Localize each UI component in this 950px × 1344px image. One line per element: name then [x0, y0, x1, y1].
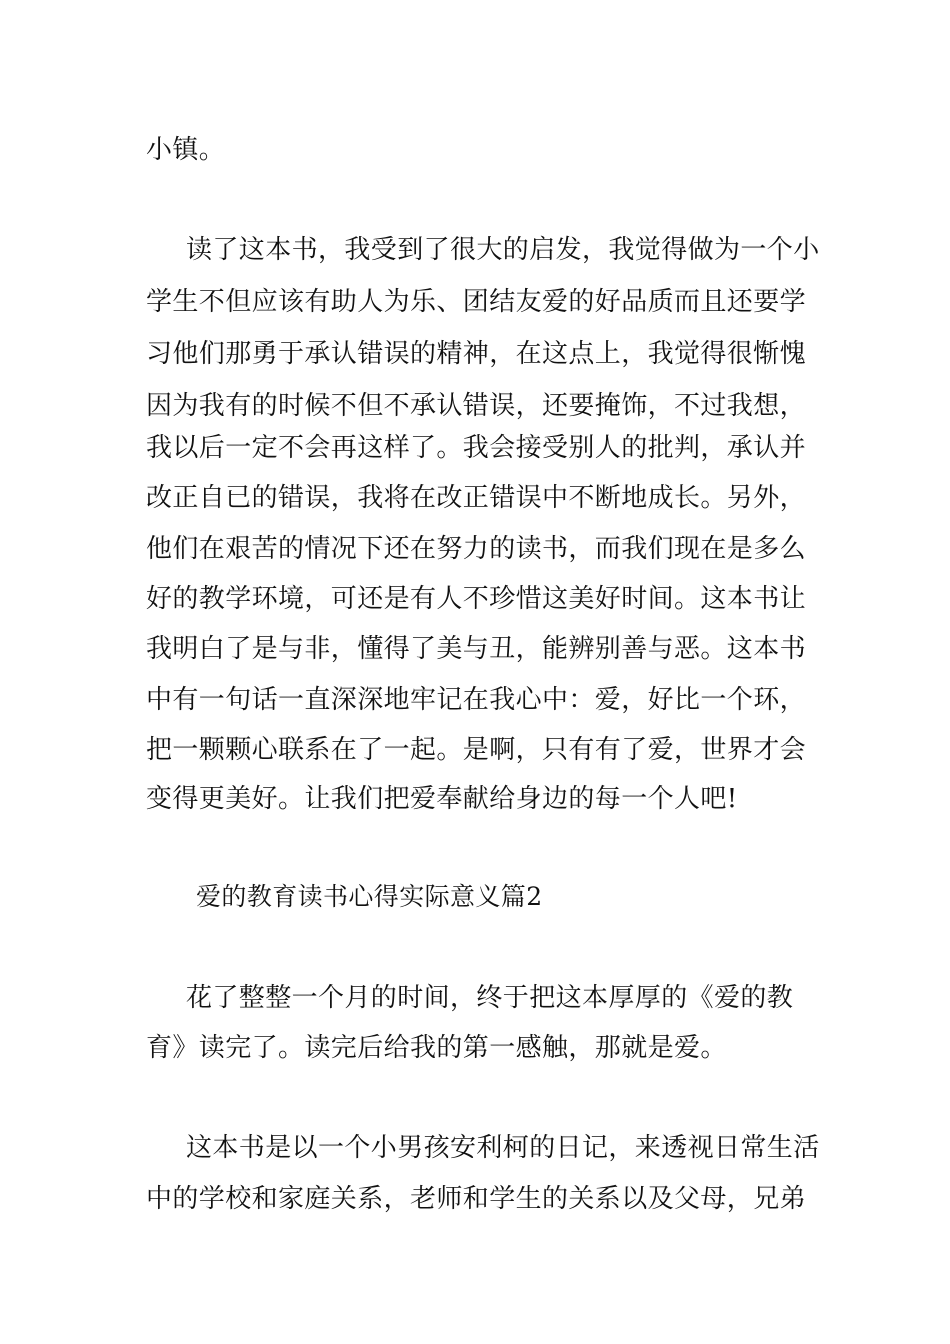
paragraph-1-line: 因为我有的时候不但不承认错误，还要掩饰，不过我想， — [146, 391, 807, 421]
paragraph-1-line: 改正自已的错误，我将在改正错误中不断地成长。另外， — [146, 483, 807, 513]
paragraph-1-line: 读了这本书，我受到了很大的启发，我觉得做为一个小 — [186, 235, 820, 265]
paragraph-1-line: 我明白了是与非，懂得了美与丑，能辨别善与恶。这本书 — [146, 634, 807, 664]
paragraph-1-line: 中有一句话一直深深地牢记在我心中：爱，好比一个环， — [146, 685, 807, 715]
paragraph-3-line: 这本书是以一个小男孩安利柯的日记，来透视日常生活 — [186, 1133, 820, 1163]
paragraph-1-line: 我以后一定不会再这样了。我会接受别人的批判，承认并 — [146, 433, 807, 463]
paragraph-1-line: 习他们那勇于承认错误的精神，在这点上，我觉得很惭愧 — [146, 339, 807, 369]
paragraph-1-line: 把一颗颗心联系在了一起。是啊，只有有了爱，世界才会 — [146, 735, 807, 765]
paragraph-1-line: 变得更美好。让我们把爱奉献给身边的每一个人吧! — [146, 784, 738, 814]
paragraph-1-line: 学生不但应该有助人为乐、团结友爱的好品质而且还要学 — [146, 287, 807, 317]
paragraph-2-line: 花了整整一个月的时间，终于把这本厚厚的《爱的教 — [186, 983, 794, 1013]
section-heading: 爱的教育读书心得实际意义篇2 — [196, 882, 543, 911]
paragraph-1-line: 好的教学环境，可还是有人不珍惜这美好时间。这本书让 — [146, 584, 807, 614]
paragraph-3-line: 中的学校和家庭关系，老师和学生的关系以及父母，兄弟 — [146, 1184, 807, 1214]
paragraph-2-line: 育》读完了。读完后给我的第一感触，那就是爱。 — [146, 1033, 727, 1063]
paragraph-0-line: 小镇。 — [146, 135, 226, 165]
paragraph-1-line: 他们在艰苦的情况下还在努力的读书，而我们现在是多么 — [146, 534, 807, 564]
